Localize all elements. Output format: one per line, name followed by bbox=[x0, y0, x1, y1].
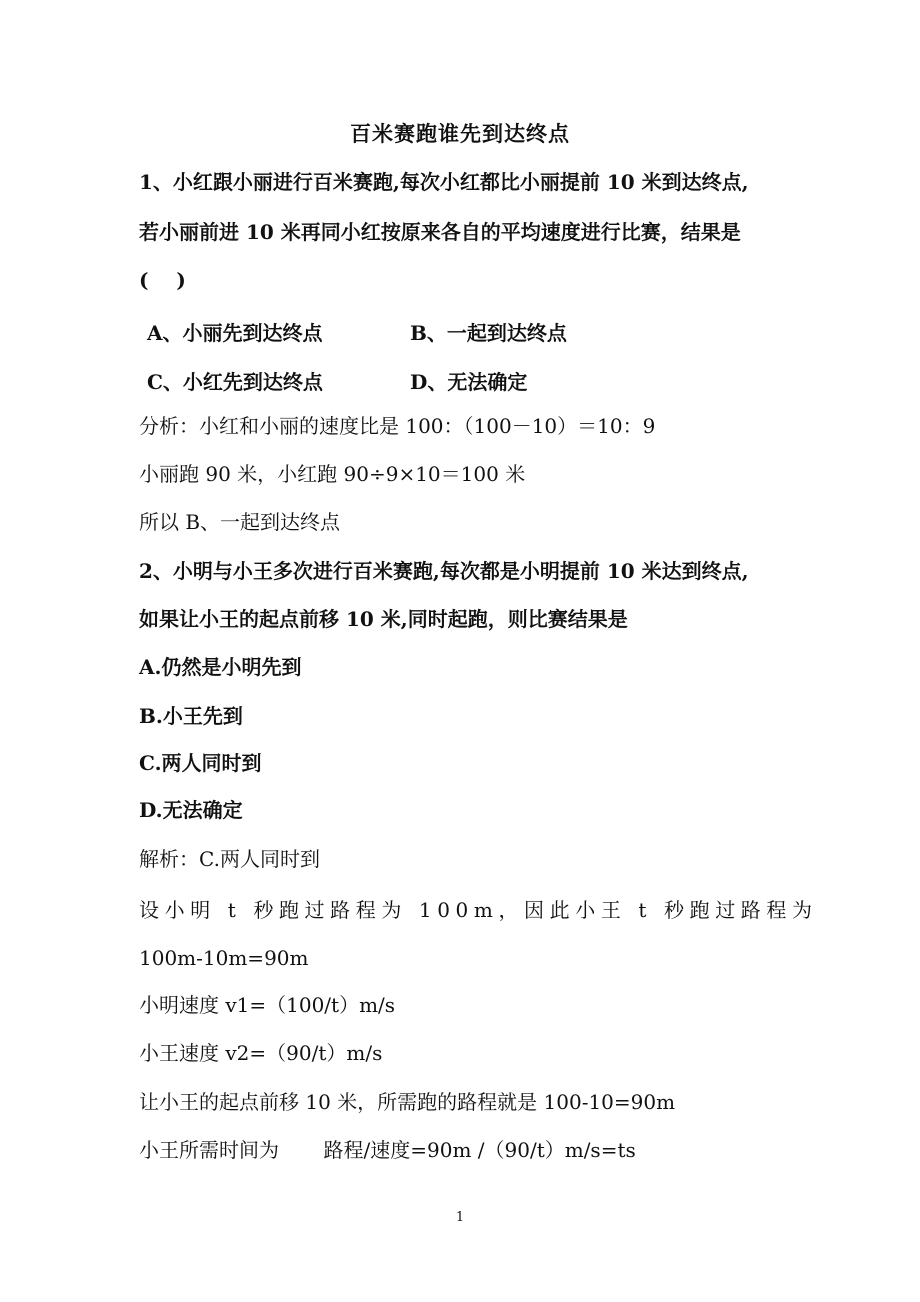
q1-line-1: 1、小红跟小丽进行百米赛跑,每次小红都比小丽提前 10 米到达终点, bbox=[139, 170, 749, 194]
q2-analysis-1: 解析：C.两人同时到 bbox=[139, 847, 320, 871]
q1-line-3: ( ) bbox=[139, 268, 186, 292]
q2-analysis-5: 小王速度 v2=（90/t）m/s bbox=[139, 1041, 383, 1065]
q1-option-b: B、一起到达终点 bbox=[410, 321, 567, 345]
q2-analysis-6: 让小王的起点前移 10 米，所需跑的路程就是 100-10=90m bbox=[139, 1090, 676, 1114]
q2-line-1: 2、小明与小王多次进行百米赛跑,每次都是小明提前 10 米达到终点, bbox=[139, 559, 749, 583]
q2-analysis-3: 100m-10m=90m bbox=[139, 946, 309, 970]
q1-option-a: A、小丽先到达终点 bbox=[147, 321, 323, 345]
q2-analysis-2: 设小明 t 秒跑过路程为 100m，因此小王 t 秒跑过路程为 bbox=[139, 898, 818, 922]
q1-analysis-2: 小丽跑 90 米，小红跑 90÷9×10＝100 米 bbox=[139, 462, 526, 486]
q2-analysis-7: 小王所需时间为 路程/速度=90m /（90/t）m/s=ts bbox=[139, 1138, 636, 1162]
q2-line-2: 如果让小王的起点前移 10 米,同时起跑，则比赛结果是 bbox=[139, 607, 628, 631]
q1-line-2: 若小丽前进 10 米再同小红按原来各自的平均速度进行比赛，结果是 bbox=[139, 220, 741, 244]
q2-option-b: B.小王先到 bbox=[139, 704, 243, 728]
q2-analysis-4: 小明速度 v1=（100/t）m/s bbox=[139, 993, 396, 1017]
page-number: 1 bbox=[455, 1210, 465, 1225]
q2-option-a: A.仍然是小明先到 bbox=[139, 655, 302, 679]
q2-option-c: C.两人同时到 bbox=[139, 751, 262, 775]
q1-option-d: D、无法确定 bbox=[410, 370, 528, 394]
q1-analysis-3: 所以 B、一起到达终点 bbox=[139, 510, 341, 534]
document-title: 百米赛跑谁先到达终点 bbox=[350, 121, 570, 146]
q1-analysis-1: 分析：小红和小丽的速度比是 100：（100－10）＝10：9 bbox=[139, 414, 656, 438]
q1-option-c: C、小红先到达终点 bbox=[147, 370, 323, 394]
q2-option-d: D.无法确定 bbox=[139, 798, 243, 822]
